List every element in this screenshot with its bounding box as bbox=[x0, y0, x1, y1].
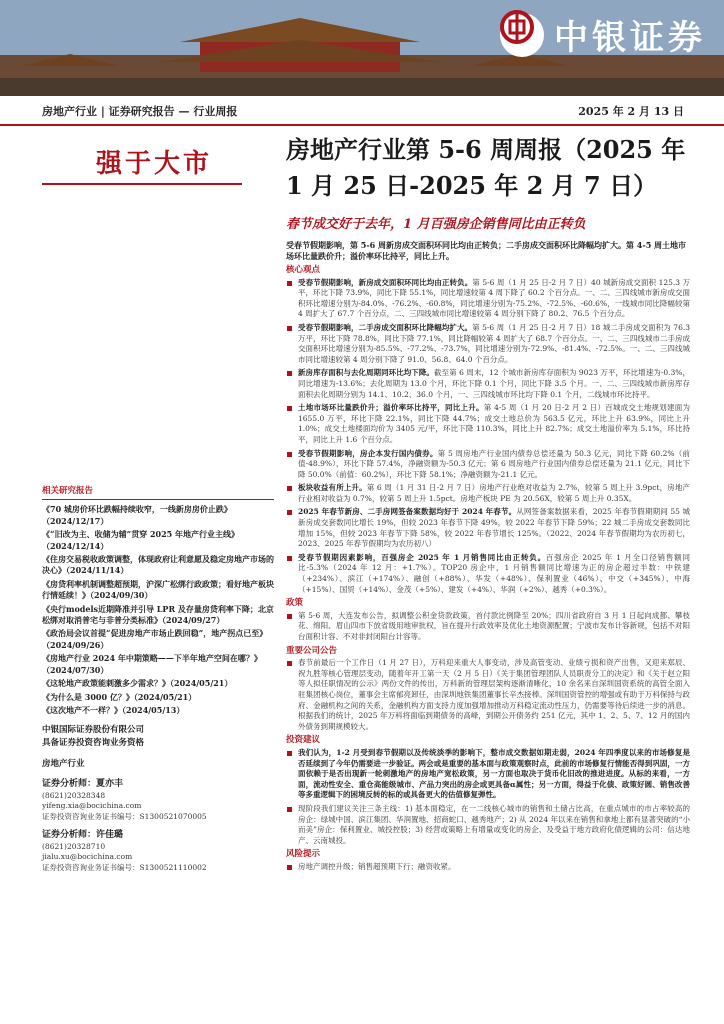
industry-label: 房地产行业 bbox=[42, 759, 85, 770]
bullet-item bbox=[286, 658, 690, 732]
related-report-title: 《央行models近期降准并引导 LPR 及存量房贷利率下降；北京松绑对取消普宅与非普分类标准》 bbox=[42, 603, 274, 626]
related-report-date: （2024/12/14） bbox=[42, 540, 109, 551]
boc-logo-icon bbox=[500, 13, 544, 57]
related-report[interactable] bbox=[42, 529, 274, 552]
bullet-text: 第 4-5 周（1 月 20 日-2 月 2 日）百城成交土地规划建面为 1655.0 万平，环比下降 22.1%，同比下降 44.7%；成交土地总价为 563.5 亿元，环比上升 63.9%，同比上升 1.0%；成交土地楼面均价为 3405 元/平，环比下降 110.3%，同比上升 82.7%；成交土地溢价率为 5.1%，环比持平，同比上升 1.6 个百分点。 bbox=[298, 403, 691, 444]
bullet-heading: 受春节假期影响，二手房成交面积环比降幅均扩大。 bbox=[298, 322, 473, 332]
related-reports-list bbox=[42, 504, 274, 716]
analyst-phone: (8621)20328710 bbox=[42, 841, 106, 851]
related-report-title: 《房地产行业 2024 年中期策略——下半年地产空间在哪？》 bbox=[42, 653, 262, 664]
bullet-item bbox=[286, 804, 690, 846]
bullet-item bbox=[286, 507, 690, 549]
report-title: 房地产行业第 5-6 周周报（2025 年 1 月 25 日-2025 年 2 月 7 日） bbox=[286, 135, 686, 200]
bullet-text: 现阶段我们建议关注三条主线：1) 基本面稳定，在一二线核心城市的销售和土储占比高，在重点城市的市占率较高的房企：绿城中国、滨江集团、华润置地、招商蛇口、越秀地产；2) 从 2024 年以来在销售和拿地上都有显著突破的“小而美”房企：保利置业、城投控股；3) 经营或策略上有增量或变化的房企、及受益于地方政府化债逻辑的公司：信达地产、云南城投。 bbox=[298, 803, 690, 845]
header-banner bbox=[0, 0, 724, 96]
analyst-phone: (8621)20328348 bbox=[42, 790, 106, 800]
related-report-date: （2024/11/14） bbox=[66, 565, 129, 576]
related-report[interactable] bbox=[42, 604, 274, 627]
related-report-title: 《70 城房价环比跌幅持续收窄，一线新房房价止跌》 bbox=[42, 504, 232, 515]
bullet-heading: 2025 年春节新房、二手房网签备案数据均好于 2024 年春节。 bbox=[298, 507, 517, 517]
bullet-text: 截至第 6 周末，12 个城市新房库存面积为 9023 万平，环比增速为-0.3%，同比增速为-13.6%；去化周期为 13.0 个月，环比下降 0.1 个月，同比下降 3.5 个月。一、二、三四线城市新房库存面积去化周期分别为 14.1、10.2、36.0 个月，一、三四线城市环比均下降 0.1 个月，二线城市环比持平。 bbox=[298, 368, 690, 399]
report-category: 房地产行业 | 证券研究报告 — 行业周报 bbox=[42, 105, 238, 118]
section-risk: 风险提示 bbox=[286, 849, 321, 860]
related-reports-heading: 相关研究报告 bbox=[42, 486, 274, 500]
bullet-item bbox=[286, 483, 690, 504]
bullet-item bbox=[286, 611, 690, 643]
bullet-item bbox=[286, 862, 690, 873]
report-header-bar bbox=[0, 96, 724, 126]
related-report-date: （2024/09/27） bbox=[162, 615, 225, 626]
analyst-name: 证券分析师：许佳璐 bbox=[42, 830, 124, 841]
bullet-item bbox=[286, 323, 690, 365]
section-policy: 政策 bbox=[286, 598, 304, 609]
bullet-heading: 新房库存面积与去化周期同环比均下降。 bbox=[298, 368, 434, 378]
related-report-date: （2024/05/13） bbox=[122, 704, 185, 715]
bullet-text: 第 5 周房地产行业国内债券总偿还量为 50.3 亿元，同比下降 60.2%（前值-48.9%），环比下降 57.4%，净融资额为-50.3 亿元；第 6 周房地产行业国内债券总偿还量为 21.1 亿元，同比下降 50.0%（前值：60.2%），环比下降 58.1%；净融资额为-21.1 亿元。 bbox=[298, 448, 691, 479]
brand-name: 中银证券 bbox=[554, 18, 706, 58]
related-report[interactable] bbox=[42, 653, 274, 676]
related-report[interactable] bbox=[42, 678, 274, 689]
bullet-item bbox=[286, 748, 690, 801]
section-invest: 投资建议 bbox=[286, 735, 321, 746]
brand-logo bbox=[500, 10, 706, 59]
bullet-item bbox=[286, 368, 690, 400]
sidebar bbox=[42, 486, 274, 873]
related-report-date: （2024/12/17） bbox=[42, 515, 109, 526]
bullet-text: 春节前最后一个工作日（1 月 27 日），万科迎来重大人事变动，涉及高管变动、业绩亏损和资产出售，又迎来郑辰、祝九胜等核心管理层变动，随着年开工第一天（2 月 5 日）《关于集团管理团队人员职责分工的决定》和《关于赵立阳等人拟任职情况的公示》两份文件的传出，万科新的管理层架构逐渐清晰化，10 余名来自深圳国资系统的高管全面入驻集团核心岗位，董事会主席郁亮卸任，由深圳地铁集团董事长辛杰接棒。深圳国资管控的增强或有助于万科保持与政府、金融机构之间的关系，金融机构方面支持力度加强增加推动万科稳定流动性压力，仍需要等待后续进一步的消息。根据我们的统计，2025 年万科将面临到期债务的高峰，到期公开债务约 251 亿元，其中 1、2、5、7、12 月的国内外债务到期规模较大。 bbox=[298, 658, 690, 731]
related-report-title: 《这轮地产政策能刺激多少需求？》 bbox=[42, 678, 170, 689]
firm-qualification: 具备证券投资咨询业务资格 bbox=[42, 738, 145, 749]
bullet-heading: 板块收益有所上升。 bbox=[298, 483, 367, 493]
bullet-heading: 受春节假期因素影响，百强房企 2025 年 1 月销售同比由正转负。 bbox=[298, 552, 546, 562]
analyst-cert: 证券投资咨询业务证书编号：S1300521110002 bbox=[42, 862, 207, 872]
lead-summary: 受春节假期影响，第 5-6 周新房成交面积环同比均由正转负；二手房成交面积环比降幅均扩大。第 4-5 周土地市场环比量跌价升；溢价率环比持平，同比上升。 bbox=[286, 240, 687, 261]
related-report[interactable] bbox=[42, 628, 274, 651]
related-report-date: （2024/09/26） bbox=[42, 639, 109, 650]
bullet-heading: 受春节假期影响，房企本发行国内债券。 bbox=[298, 448, 438, 458]
related-report[interactable] bbox=[42, 692, 274, 703]
analyst-email[interactable]: jialu.xu@bocichina.com bbox=[42, 852, 133, 862]
related-report-date: （2024/05/21） bbox=[170, 678, 233, 689]
invest-list bbox=[286, 748, 690, 846]
rating-divider bbox=[42, 183, 242, 185]
related-report[interactable] bbox=[42, 504, 274, 527]
bullet-text: 房地产调控升级；销售超预期下行；融资收紧。 bbox=[298, 861, 456, 871]
policy-list bbox=[286, 611, 690, 643]
core-list bbox=[286, 278, 690, 596]
company-list bbox=[286, 658, 690, 732]
analyst-list bbox=[42, 779, 274, 873]
rating: 强于大市 bbox=[96, 149, 213, 179]
related-report[interactable] bbox=[42, 705, 274, 716]
related-report-date: （2024/07/30） bbox=[42, 664, 109, 675]
related-report-title: 《这次地产不一样？》 bbox=[42, 704, 122, 715]
bullet-item bbox=[286, 449, 690, 481]
analyst-name: 证券分析师：夏亦丰 bbox=[42, 779, 124, 790]
analyst-email[interactable]: yifeng.xia@bocichina.com bbox=[42, 801, 142, 811]
analyst-block bbox=[42, 830, 274, 873]
related-report[interactable] bbox=[42, 554, 274, 577]
firm-name: 中银国际证券股份有限公司 bbox=[42, 725, 145, 736]
analyst-block bbox=[42, 779, 274, 822]
related-report-title: 《政治局会议首提“促进房地产市场止跌回稳”，地产拐点已至》 bbox=[42, 628, 268, 639]
main-content bbox=[286, 240, 690, 875]
bullet-heading: 土地市场环比量跌价升；溢价率环比持平，同比上升。 bbox=[298, 403, 484, 413]
related-report-date: （2024/09/30） bbox=[90, 590, 153, 601]
risk-list bbox=[286, 862, 690, 873]
bullet-text: 第 5-6 周（1 月 25 日-2 月 7 日）40 城新房成交面积 125.3 万平，环比下降 73.9%，同比下降 55.1%，同比增速较第 4 周下降了 60.2 个百分点。一、二、三四线城市新房成交面积环比增速分别为-84.0%、-76.2%、-60.8%，同比增速分别为-75.2%、-72.5%、-60.6%，一线城市同比降幅较第 4 周扩大了 67.7 个百分点，二、三四线城市同比增速较第 4 周分别下降了 80.2、76.5 个百分点。 bbox=[298, 277, 690, 319]
analyst-cert: 证券投资咨询业务证书编号：S1300521070005 bbox=[42, 811, 207, 821]
bullet-text: 第 6 周（1 月 31 日-2 月 7 日）房地产行业绝对收益为 2.7%，较第 5 周上升 3.9pct，房地产行业相对收益为 0.7%，较第 5 周上升 1.5pct。房地产板块 PE 为 20.56X，较第 5 周上升 0.35X。 bbox=[298, 483, 691, 503]
bullet-heading: 受春节假期影响，新房成交面积环同比均由正转负。 bbox=[298, 277, 473, 287]
section-core: 核心观点 bbox=[286, 265, 321, 275]
related-report-date: （2024/05/21） bbox=[133, 691, 197, 702]
bullet-text: 第 5-6 周，大连发布公告，拟调整公积金贷款政策，首付款比例降至 20%；四川省政府自 3 月 1 日起向成都、攀枝花、绵阳、眉山四市下放省级用地审批权，旨在提升行政效率及优化土地资源配置；宁波市发布计容新规，包括不对阳台面积计容、不对非封闭阳台计容等。 bbox=[298, 610, 690, 641]
report-date: 2025 年 2 月 13 日 bbox=[578, 105, 684, 118]
bullet-item bbox=[286, 278, 690, 320]
report-subtitle: 春节成交好于去年，1 月百强房企销售同比由正转负 bbox=[286, 217, 586, 232]
related-report-title: 《“旧改为主、收储为辅”贯穿 2025 年地产行业主线》 bbox=[42, 529, 240, 540]
related-report-title: 《住房交易税收政策调整，体现政府让利意愿及稳定房地产市场的决心》 bbox=[42, 554, 274, 576]
related-report[interactable] bbox=[42, 579, 274, 602]
bullet-text: 百强房企 2025 年 1 月全口径销售额同比-5.3%（2024 年 12 月：+1.7%）。TOP20 房企中，1 月销售额同比增速为正的房企超过半数：中铁建（+234%）、滨江（+174%）、融创（+88%）、华发（+48%）、保利置业（46%）、中交（+345%）、中海（+15%）、国贸（+14%）、金茂（+5%）、建发（+4%）、华润（+2%）、越秀（+0.3%）。 bbox=[298, 552, 690, 594]
bullet-heading: 我们认为，1-2 月受到春节假期以及传统淡季的影响下，整市成交数据如期走弱，2024 年四季度以来的市场修复是否延续到了今年仍需要进一步验证。两会或是重要的基本面与政策观察时点，此前的市场修复行情能否得到巩固，一方面依赖于是否出现新一轮刺激地产的房地产宽松政策，另一方面也取决于货币化旧改的推进进度。从标的来看，一方面，流动性安全、重仓高能级城市、产品力突出的房企或更具备α属性；另一方面，得益于化债、政策好圆、销售改善等多重逻辑下的困境反转的标的或具备更大的估值修复弹性。 bbox=[298, 747, 690, 800]
related-report-title: 《房贷利率机制调整超预期，沪深广松绑行政政策；看好地产板块行情延续！》 bbox=[42, 578, 274, 601]
bullet-text: 从网签备案数据来看，2025 年春节假期期间 55 城新房成交套数同比增长 19%，但较 2023 年春节下降 49%，较 2022 年春节下降 59%；22 城二手房成交套数同比增加 15%，但较 2023 年春节下降 58%，较 2022 年春节增长 125%。（2022、2024 年春节假期均为农历初七，2023、2025 年春节假期均为农历初八） bbox=[298, 507, 690, 549]
bullet-item bbox=[286, 553, 690, 595]
section-company: 重要公司公告 bbox=[286, 645, 338, 656]
bullet-text: 第 5-6 周（1 月 25 日-2 月 7 日）18 城二手房成交面积为 76.3 万平，环比下降 78.8%，同比下降 77.1%，同比降幅较第 4 周扩大了 68.7 个百分点。一、二、三四线城市二手房成交面积环比增速分别为-85.5%、-77.2%、-73.7%，同比增速分别为-72.9%、-81.4%、-72.5%。一、二、三四线城市同比增速较第 4 周分别下降了 91.0、56.8、64.0 个百分点。 bbox=[298, 322, 691, 364]
bullet-item bbox=[286, 403, 690, 445]
related-report-title: 《为什么是 3000 亿？》 bbox=[42, 691, 134, 702]
